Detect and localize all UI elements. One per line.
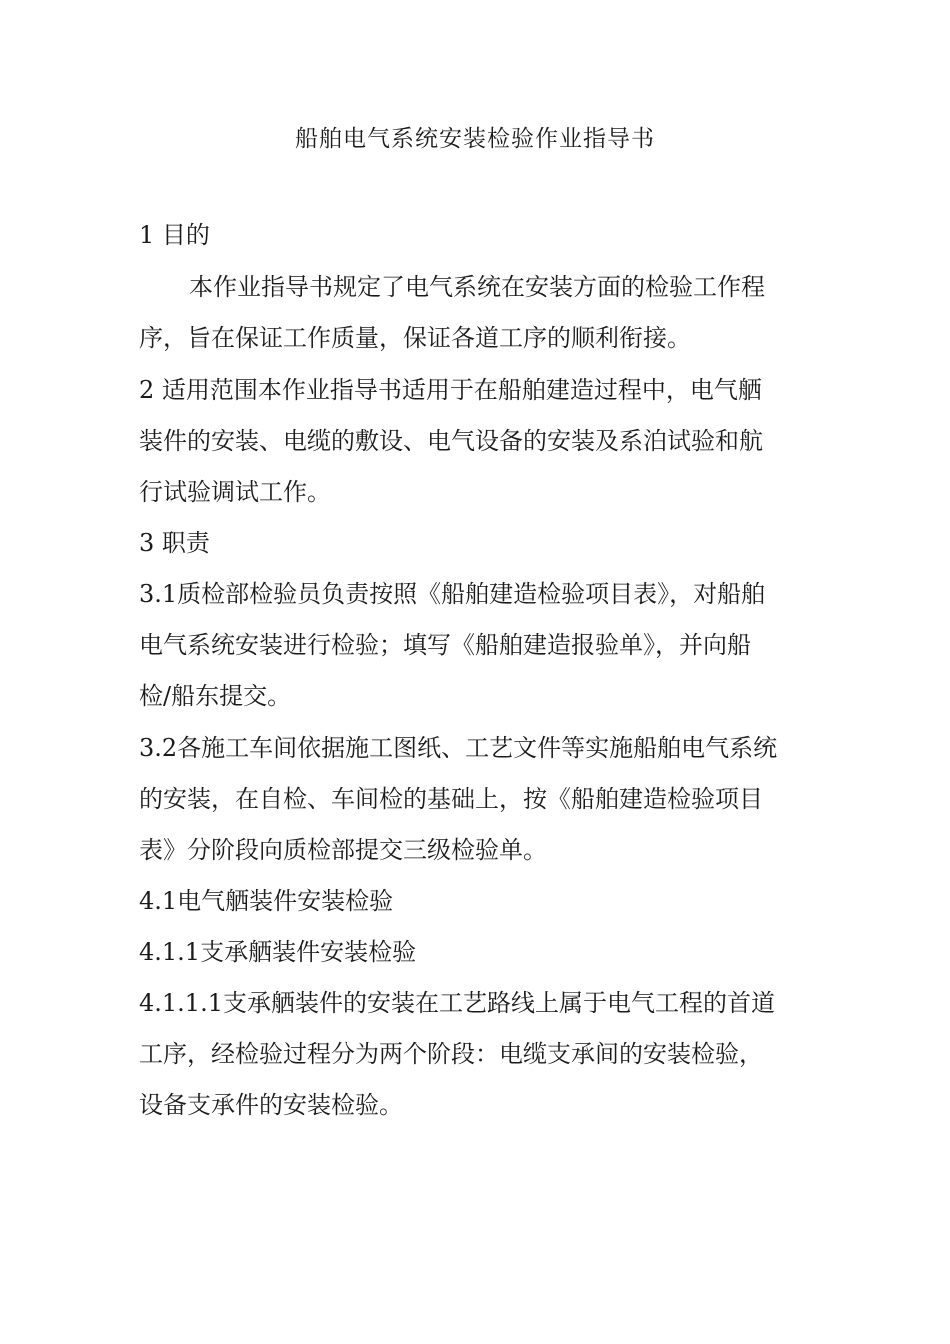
section-heading-scope: 2 适用范围本作业指导书适用于在船舶建造过程中，电气舾 [139, 376, 762, 404]
section-heading-4-1-1: 4.1.1支承舾装件安装检验 [139, 938, 417, 966]
paragraph-line: 电气系统安装进行检验；填写《船舶建造报验单》，并向船 [139, 631, 751, 659]
paragraph-line: 4.1.1.1支承舾装件的安装在工艺路线上属于电气工程的首道 [139, 989, 775, 1017]
paragraph-line: 行试验调试工作。 [139, 478, 331, 506]
section-heading-4-1: 4.1电气舾装件安装检验 [139, 887, 394, 915]
paragraph-line: 的安装，在自检、车间检的基础上，按《船舶建造检验项目 [139, 785, 763, 813]
paragraph-line: 工序，经检验过程分为两个阶段：电缆支承间的安装检验， [139, 1040, 763, 1068]
section-heading-responsibilities: 3 职责 [139, 529, 210, 557]
paragraph-line: 设备支承件的安装检验。 [139, 1091, 403, 1119]
paragraph-line: 检/船东提交。 [139, 682, 292, 710]
paragraph-line: 序，旨在保证工作质量，保证各道工序的顺利衔接。 [139, 324, 691, 352]
paragraph-line: 3.2各施工车间依据施工图纸、工艺文件等实施船舶电气系统 [139, 734, 778, 762]
document-title: 船舶电气系统安装检验作业指导书 [295, 126, 655, 152]
paragraph-line: 本作业指导书规定了电气系统在安装方面的检验工作程 [189, 273, 765, 301]
paragraph-line: 装件的安装、电缆的敷设、电气设备的安装及系泊试验和航 [139, 427, 763, 455]
paragraph-line: 表》分阶段向质检部提交三级检验单。 [139, 836, 547, 864]
paragraph-line: 3.1质检部检验员负责按照《船舶建造检验项目表》，对船舶 [139, 580, 766, 608]
section-heading-purpose: 1 目的 [139, 221, 210, 249]
